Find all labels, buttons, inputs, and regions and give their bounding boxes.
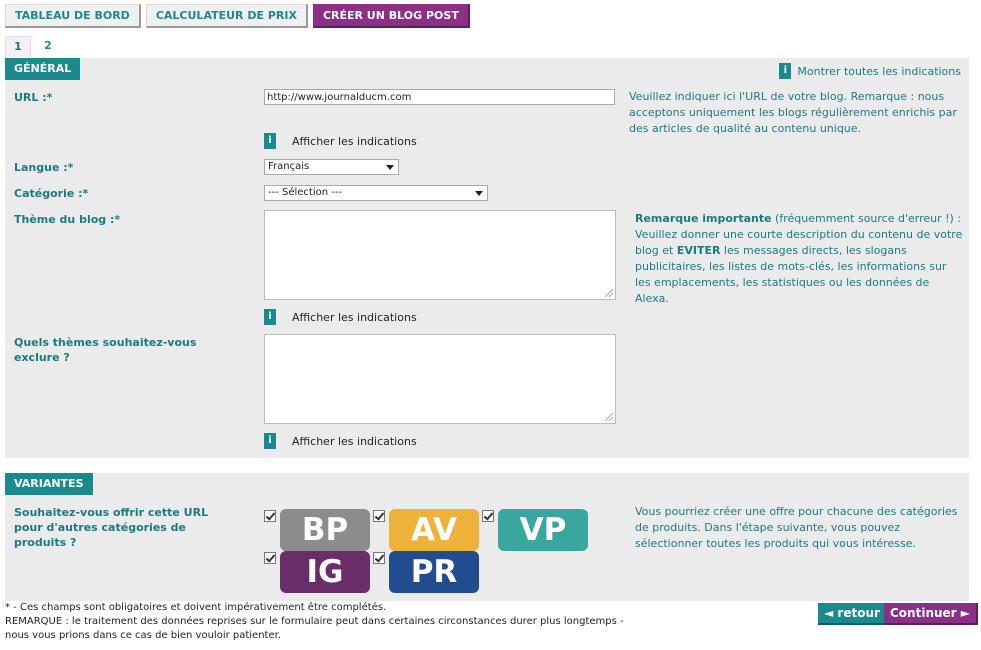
theme-textarea[interactable] (264, 210, 616, 300)
hint-label: Afficher les indications (292, 310, 417, 324)
product-ig[interactable]: IG (280, 551, 370, 593)
product-av[interactable]: AV (389, 509, 479, 551)
show-all-hints[interactable] (779, 63, 961, 79)
product-vp[interactable]: VP (498, 509, 588, 551)
theme-help-paren: (fréquemment source d'erreur !) : (771, 212, 962, 225)
url-label: URL :* (14, 91, 53, 104)
info-icon: i (779, 63, 791, 79)
info-icon: i (264, 309, 276, 325)
variantes-title: VARIANTES (5, 473, 93, 495)
top-tabs (5, 4, 475, 28)
general-title: GÉNÉRAL (5, 58, 80, 80)
langue-select[interactable] (264, 159, 399, 175)
footer-notes (5, 601, 645, 643)
variantes-question: Souhaitez-vous offrir cette URL pour d'autres catégories de produits ? (14, 506, 209, 549)
chevron-down-icon (475, 191, 483, 196)
step-navigation (5, 36, 65, 58)
categorie-select[interactable] (264, 185, 488, 201)
tab-creer-blog-post[interactable]: CRÉER UN BLOG POST (313, 4, 470, 28)
url-input[interactable] (264, 89, 615, 105)
theme-help-strong2: EVITER (676, 244, 721, 257)
resize-grip-icon[interactable] (605, 289, 613, 297)
checkbox-av[interactable] (373, 510, 385, 522)
theme-help (635, 211, 965, 307)
theme-help-text2: les messages directs, les slogans publicitaires, les listes de mots-clés, les informations sur les emplacements, les statistiques ou les données de Alexa. (635, 244, 947, 305)
back-button[interactable]: ◄ retour (818, 603, 888, 625)
step-2[interactable]: 2 (44, 39, 52, 52)
url-hint[interactable] (264, 133, 417, 149)
remarque-note: REMARQUE : le traitement des données reprises sur le formulaire peut dans certaines circonstances durer plus longtemps - nous vous prions dans ce cas de bien vouloir patienter. (5, 616, 624, 641)
info-icon: i (264, 133, 276, 149)
exclure-label: Quels thèmes souhaitez-vous exclure ? (14, 336, 197, 364)
theme-label: Thème du blog :* (14, 213, 121, 226)
langue-label: Langue :* (14, 161, 74, 174)
theme-hint[interactable] (264, 309, 417, 325)
continue-button[interactable]: Continuer ► (884, 603, 978, 625)
show-all-label: Montrer toutes les indications (797, 64, 961, 78)
info-icon: i (264, 433, 276, 449)
theme-help-strong: Remarque importante (635, 212, 772, 225)
tab-calculateur-de-prix[interactable]: CALCULATEUR DE PRIX (146, 4, 308, 28)
categorie-value: --- Sélection --- (268, 187, 343, 198)
resize-grip-icon[interactable] (605, 413, 613, 421)
variantes-panel (5, 473, 969, 601)
theme-help-text1: Veuillez donner une courte description du contenu de votre blog et (635, 228, 963, 257)
checkbox-vp[interactable] (482, 510, 494, 522)
product-bp[interactable]: BP (280, 509, 370, 551)
hint-label: Afficher les indications (292, 434, 417, 448)
chevron-down-icon (386, 165, 394, 170)
checkbox-pr[interactable] (373, 552, 385, 564)
product-pr[interactable]: PR (389, 551, 479, 593)
checkbox-ig[interactable] (264, 552, 276, 564)
categorie-label: Catégorie :* (14, 187, 89, 200)
exclure-hint[interactable] (264, 433, 417, 449)
url-help: Veuillez indiquer ici l'URL de votre blog. Remarque : nous acceptons uniquement les blogs régulièrement enrichis par des articles de qualité au contenu unique. (629, 90, 957, 135)
tab-tableau-de-bord[interactable]: TABLEAU DE BORD (5, 4, 141, 28)
exclure-textarea[interactable] (264, 334, 616, 424)
general-panel (5, 58, 969, 458)
variantes-help: Vous pourriez créer une offre pour chacune des catégories de produits. Dans l'étape suivante, vous pouvez sélectionner toutes les produits qui vous intéresse. (635, 505, 958, 550)
checkbox-bp[interactable] (264, 510, 276, 522)
step-1[interactable]: 1 (5, 36, 31, 58)
required-note: * - Ces champs sont obligatoires et doivent impérativement être complétés. (5, 602, 387, 613)
hint-label: Afficher les indications (292, 134, 417, 148)
langue-value: Français (268, 161, 310, 172)
